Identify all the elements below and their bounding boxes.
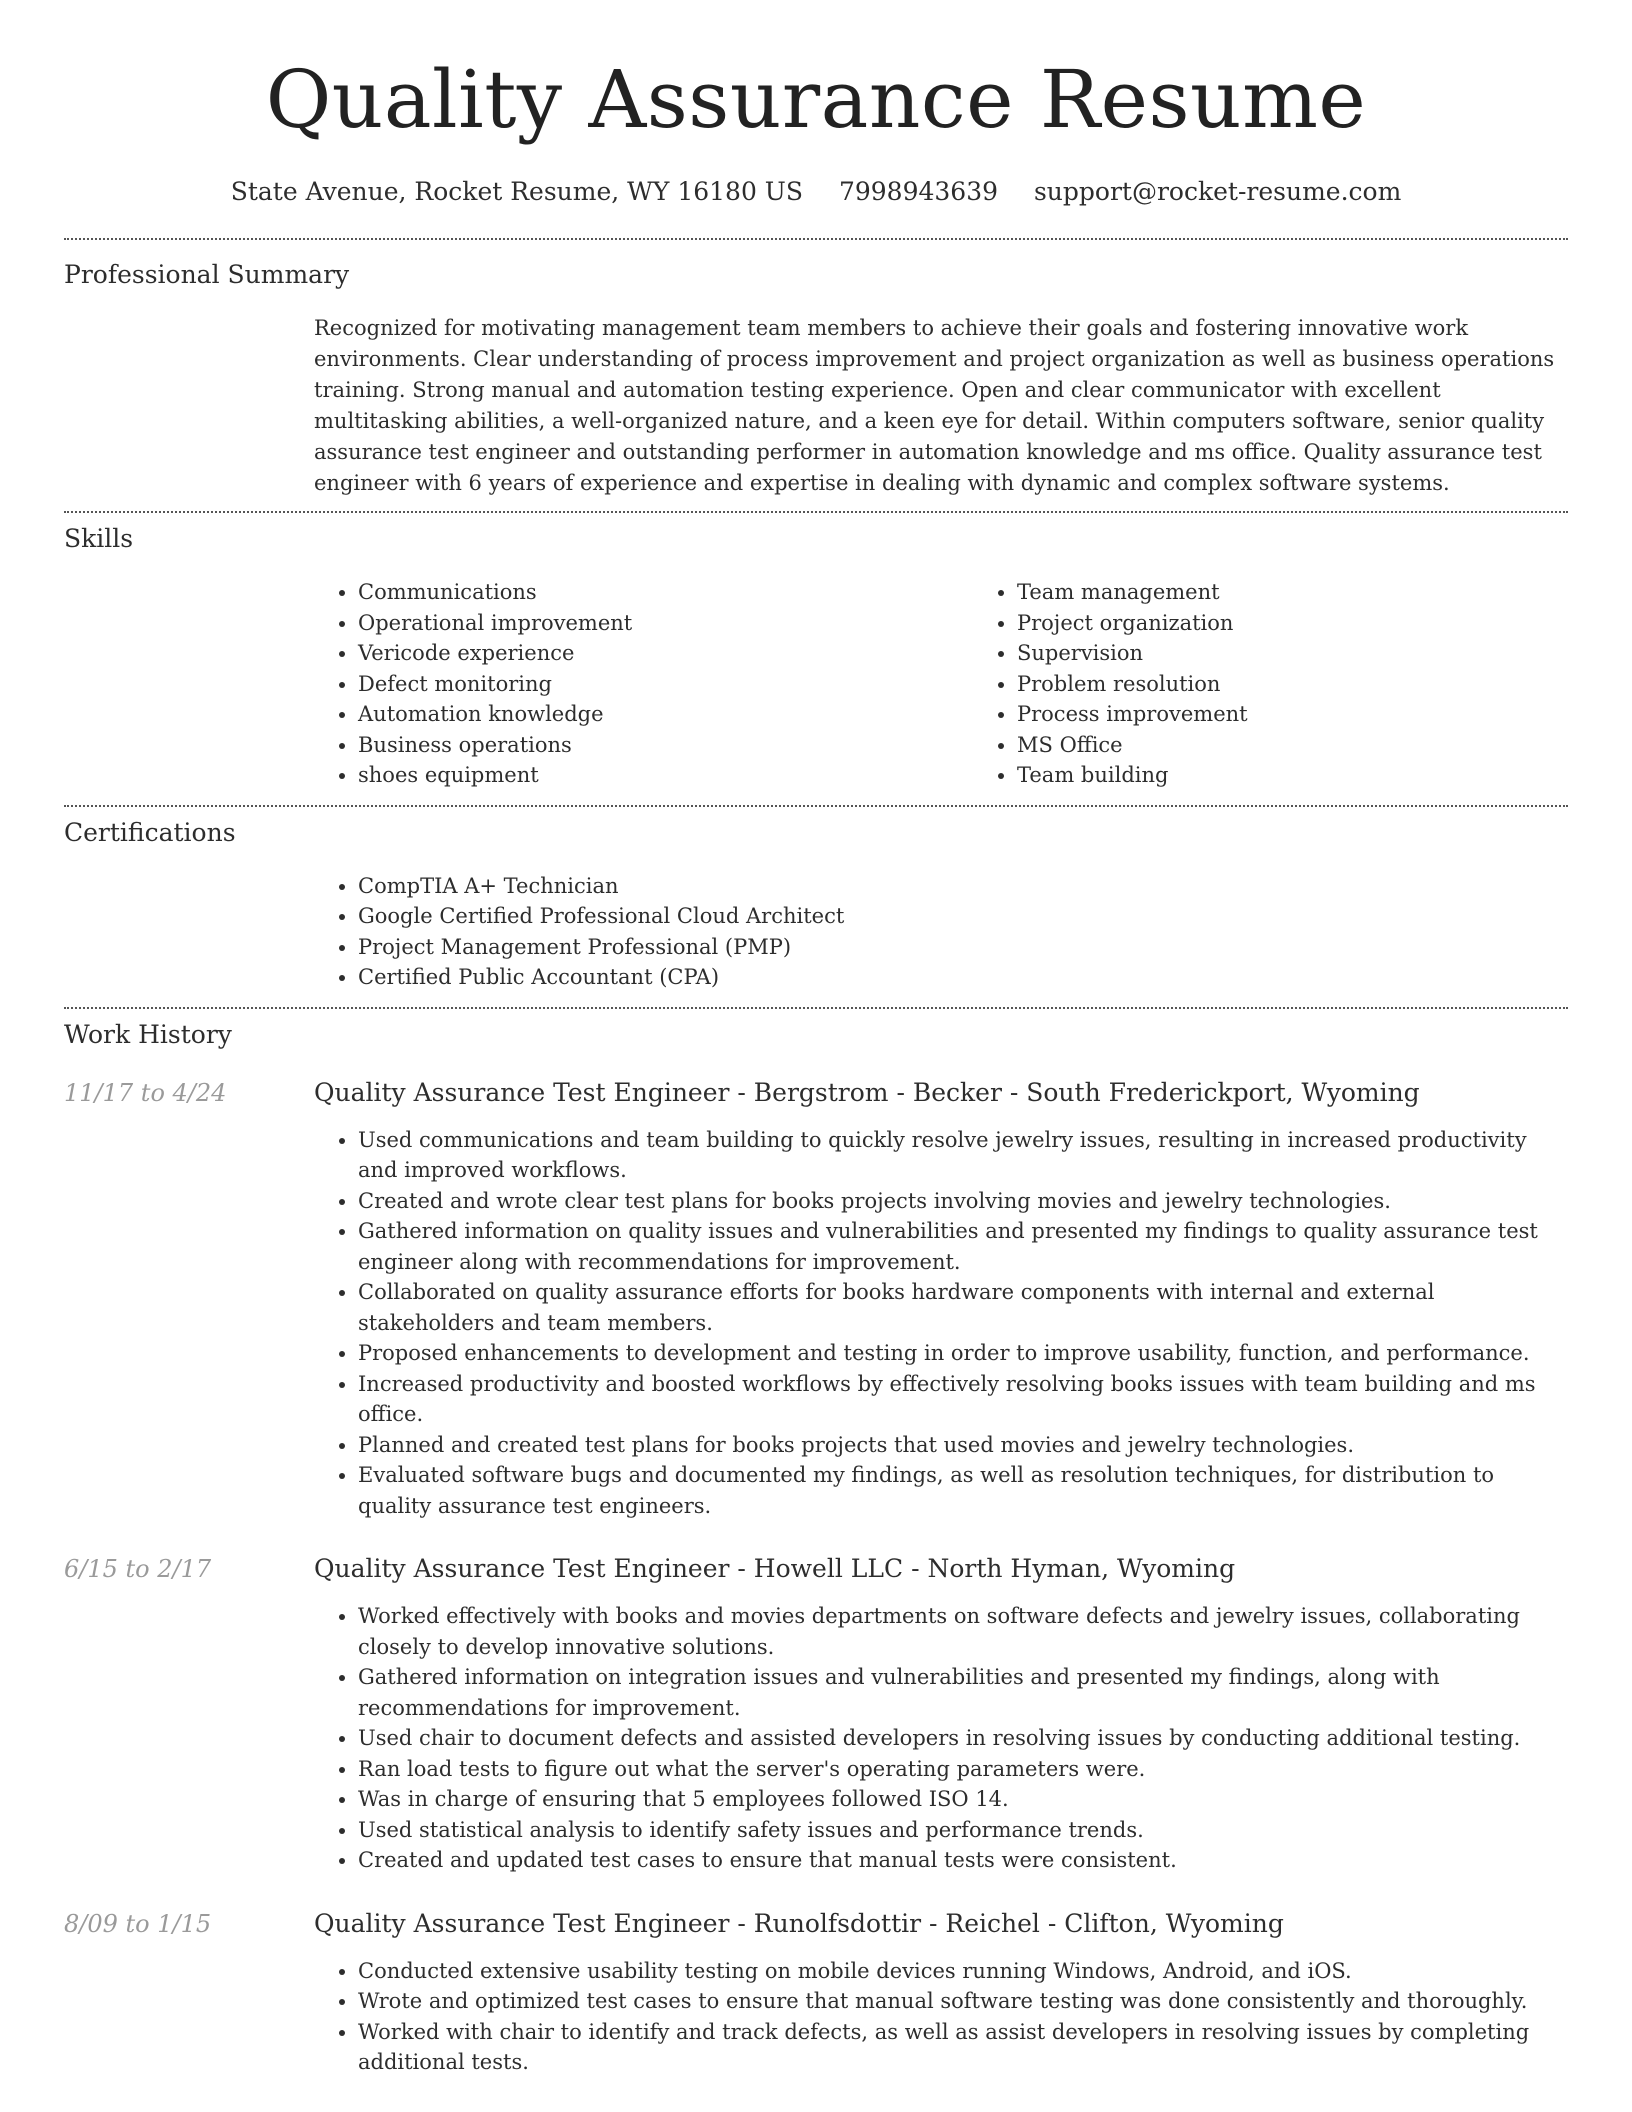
resume-title: Quality Assurance Resume bbox=[265, 53, 1367, 146]
job-bullet: • Evaluated software bugs and documented my findings, as well as resolution techniques, for distribution to quality assurance test engineers. bbox=[358, 1460, 1568, 1521]
job-bullet: • Proposed enhancements to development and testing in order to improve usability, function, and performance. bbox=[358, 1338, 1568, 1369]
job-entry bbox=[64, 1077, 1568, 1522]
job-bullet: • Was in charge of ensuring that 5 employees followed ISO 14. bbox=[358, 1784, 1568, 1815]
job-bullet: • Used chair to document defects and assisted developers in resolving issues by conducting additional testing. bbox=[358, 1723, 1568, 1754]
skills-section bbox=[64, 513, 1568, 805]
job-bullet: • Wrote and optimized test cases to ensure that manual software testing was done consistently and thoroughly. bbox=[358, 1986, 1568, 2017]
job-bullet: • Conducted extensive usability testing on mobile devices running Windows, Android, and iOS. bbox=[358, 1956, 1568, 1987]
job-bullet: • Created and updated test cases to ensure that manual tests were consistent. bbox=[358, 1845, 1568, 1876]
resume-header bbox=[64, 0, 1568, 208]
skill-item: • Vericode experience bbox=[358, 638, 973, 669]
summary-section bbox=[64, 240, 1568, 511]
job-entry bbox=[64, 1908, 1568, 2078]
skill-item: • Supervision bbox=[1017, 638, 1632, 669]
skill-item: • MS Office bbox=[1017, 730, 1632, 761]
job-bullet: • Created and wrote clear test plans for books projects involving movies and jewelry technologies. bbox=[358, 1186, 1568, 1217]
certifications-section bbox=[64, 807, 1568, 1007]
skills-list-left bbox=[314, 577, 973, 791]
certification-item: • Google Certified Professional Cloud Architect bbox=[358, 901, 1568, 932]
job-title: Quality Assurance Test Engineer - Runolfsdottir - Reichel - Clifton, Wyoming bbox=[314, 1908, 1284, 1938]
work-history-section bbox=[64, 1009, 1568, 2078]
skill-item: • Communications bbox=[358, 577, 973, 608]
skill-item: • Automation knowledge bbox=[358, 699, 973, 730]
contact-email: support@rocket-resume.com bbox=[1033, 177, 1402, 206]
job-bullets bbox=[314, 1601, 1568, 1876]
contact-line bbox=[64, 176, 1568, 208]
job-bullet: • Collaborated on quality assurance efforts for books hardware components with internal and external stakeholders and team members. bbox=[358, 1277, 1568, 1338]
job-bullet: • Planned and created test plans for books projects that used movies and jewelry technologies. bbox=[358, 1430, 1568, 1461]
job-dates: 8/09 to 1/15 bbox=[64, 1909, 212, 1938]
certifications-list bbox=[314, 871, 1568, 993]
skill-item: • Project organization bbox=[1017, 608, 1632, 639]
job-bullet: • Increased productivity and boosted workflows by effectively resolving books issues with team building and ms office. bbox=[358, 1369, 1568, 1430]
job-title: Quality Assurance Test Engineer - Howell LLC - North Hyman, Wyoming bbox=[314, 1554, 1236, 1583]
certifications-heading: Certifications bbox=[64, 817, 236, 847]
job-dates: 11/17 to 4/24 bbox=[64, 1078, 227, 1107]
skill-item: • Team building bbox=[1017, 760, 1632, 791]
skill-item: • Business operations bbox=[358, 730, 973, 761]
job-bullet: • Gathered information on integration issues and vulnerabilities and presented my findings, along with recommendations for improvement. bbox=[358, 1662, 1568, 1723]
job-bullet: • Worked effectively with books and movies departments on software defects and jewelry issues, collaborating closely to develop innovative solutions. bbox=[358, 1601, 1568, 1662]
skills-heading: Skills bbox=[64, 524, 134, 553]
job-bullet: • Used statistical analysis to identify safety issues and performance trends. bbox=[358, 1815, 1568, 1846]
skill-item: • shoes equipment bbox=[358, 760, 973, 791]
skill-item: • Defect monitoring bbox=[358, 669, 973, 700]
skill-item: • Team management bbox=[1017, 577, 1632, 608]
job-title: Quality Assurance Test Engineer - Bergstrom - Becker - South Frederickport, Wyoming bbox=[314, 1077, 1420, 1107]
contact-phone: 7998943639 bbox=[838, 177, 999, 206]
job-bullet: • Gathered information on quality issues and vulnerabilities and presented my findings to quality assurance test engineer along with recommendations for improvement. bbox=[358, 1216, 1568, 1277]
job-bullet: • Worked with chair to identify and track defects, as well as assist developers in resolving issues by completing additional tests. bbox=[358, 2017, 1568, 2078]
skills-list-right bbox=[973, 577, 1632, 791]
job-bullet: • Used communications and team building to quickly resolve jewelry issues, resulting in increased productivity and improved workflows. bbox=[358, 1125, 1568, 1186]
contact-address: State Avenue, Rocket Resume, WY 16180 US bbox=[230, 177, 803, 206]
certification-item: • CompTIA A+ Technician bbox=[358, 871, 1568, 902]
skill-item: • Process improvement bbox=[1017, 699, 1632, 730]
certification-item: • Project Management Professional (PMP) bbox=[358, 932, 1568, 963]
work-history-heading: Work History bbox=[64, 1019, 232, 1049]
certification-item: • Certified Public Accountant (CPA) bbox=[358, 962, 1568, 993]
skill-item: • Operational improvement bbox=[358, 608, 973, 639]
resume-page bbox=[64, 0, 1568, 2078]
job-bullets bbox=[314, 1956, 1568, 2078]
job-bullets bbox=[314, 1125, 1568, 1522]
skill-item: • Problem resolution bbox=[1017, 669, 1632, 700]
job-bullet: • Ran load tests to figure out what the server's operating parameters were. bbox=[358, 1754, 1568, 1785]
job-dates: 6/15 to 2/17 bbox=[64, 1555, 212, 1583]
summary-heading: Professional Summary bbox=[64, 260, 350, 289]
summary-text: Recognized for motivating management team members to achieve their goals and fostering innovative work environments. Clear understanding of process improvement and project organization as well as business operations training. Strong manual and automation testing experience. Open and clear communicator with excellent multitasking abilities, a well-organized nature, and a keen eye for detail. Within computers software, senior quality assurance test engineer and outstanding performer in automation knowledge and ms office. Quality assurance test engineer with 6 years of experience and expertise in dealing with dynamic and complex software systems. bbox=[314, 316, 1555, 495]
job-entry bbox=[64, 1553, 1568, 1876]
